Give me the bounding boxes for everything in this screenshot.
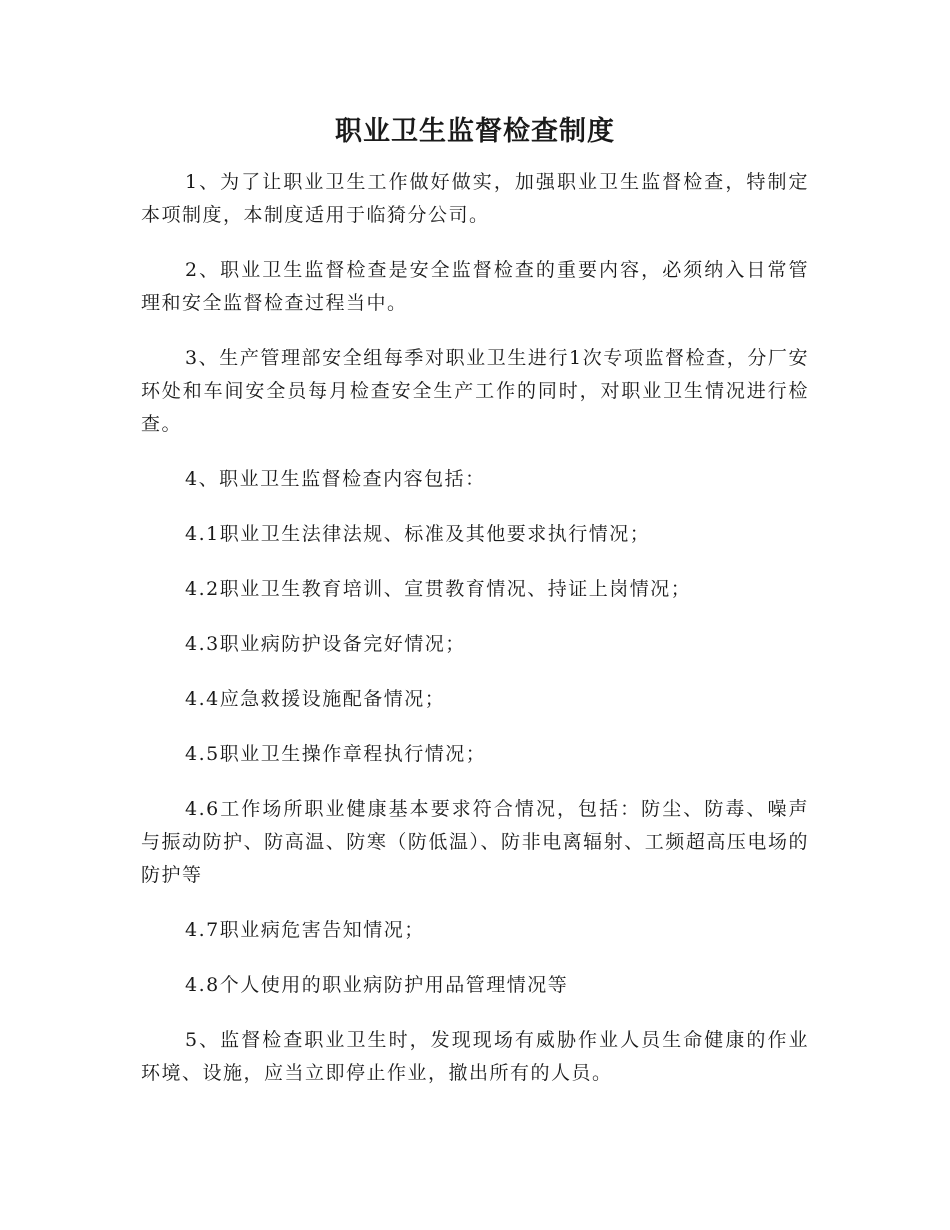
paragraph-4-2: 4.2职业卫生教育培训、宣贯教育情况、持证上岗情况； bbox=[185, 578, 692, 600]
paragraph-4-5: 4.5职业卫生操作章程执行情况； bbox=[185, 743, 487, 765]
paragraph-4-6: 4.6工作场所职业健康基本要求符合情况，包括：防尘、防毒、噪声与振动防护、防高温、防寒（防低温）、防非电离辐射、工频超高压电场的防护等 bbox=[141, 798, 809, 886]
paragraph-5: 5、监督检查职业卫生时，发现现场有威胁作业人员生命健康的作业环境、设施，应当立即停止作业，撤出所有的人员。 bbox=[141, 1029, 809, 1084]
paragraph-4-8: 4.8个人使用的职业病防护用品管理情况等 bbox=[185, 974, 569, 996]
paragraph-1: 1、为了让职业卫生工作做好做实，加强职业卫生监督检查，特制定本项制度，本制度适用于临猗分公司。 bbox=[141, 171, 809, 226]
paragraph-4-4: 4.4应急救援设施配备情况； bbox=[185, 688, 446, 710]
document-body bbox=[141, 166, 809, 1112]
paragraph-4: 4、职业卫生监督检查内容包括： bbox=[185, 468, 486, 490]
paragraph-4-7: 4.7职业病危害告知情况； bbox=[185, 919, 425, 941]
paragraph-3: 3、生产管理部安全组每季对职业卫生进行1次专项监督检查，分厂安环处和车间安全员每月检查安全生产工作的同时，对职业卫生情况进行检查。 bbox=[141, 347, 809, 435]
document-title: 职业卫生监督检查制度 bbox=[335, 116, 615, 147]
paragraph-4-3: 4.3职业病防护设备完好情况； bbox=[185, 633, 466, 655]
paragraph-4-1: 4.1职业卫生法律法规、标准及其他要求执行情况； bbox=[185, 523, 651, 545]
paragraph-2: 2、职业卫生监督检查是安全监督检查的重要内容，必须纳入日常管理和安全监督检查过程当中。 bbox=[141, 259, 809, 314]
